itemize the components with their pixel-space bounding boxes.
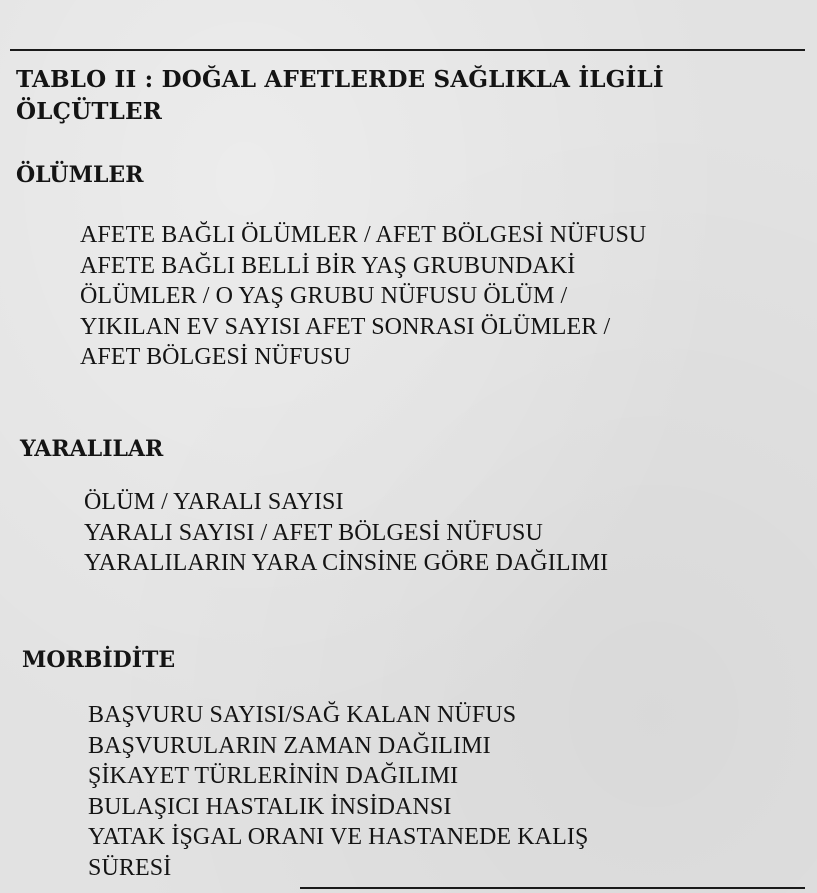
bottom-rule <box>300 887 805 889</box>
section-list-morbidite <box>88 700 588 883</box>
list-item: BAŞVURU SAYISI/SAĞ KALAN NÜFUS <box>88 702 517 728</box>
list-item: YATAK İŞGAL ORANI VE HASTANEDE KALIŞ <box>88 824 589 850</box>
list-item: AFETE BAĞLI ÖLÜMLER / AFET BÖLGESİ NÜFUSU <box>80 222 647 248</box>
list-item: BAŞVURULARIN ZAMAN DAĞILIMI <box>88 732 491 759</box>
section-heading-olumler: ÖLÜMLER <box>16 162 144 188</box>
list-item: ÖLÜMLER / O YAŞ GRUBU NÜFUSU ÖLÜM / <box>80 283 568 309</box>
section-list-olumler <box>80 220 646 373</box>
list-item: YARALI SAYISI / AFET BÖLGESİ NÜFUSU <box>84 519 543 546</box>
list-item: BULAŞICI HASTALIK İNSİDANSI <box>88 793 452 820</box>
section-heading-yaralilar: YARALILAR <box>20 436 164 462</box>
list-item: AFETE BAĞLI BELLİ BİR YAŞ GRUBUNDAKİ <box>80 252 576 279</box>
section-list-yaralilar <box>84 487 608 579</box>
top-rule <box>10 49 805 51</box>
list-item: YIKILAN EV SAYISI AFET SONRASI ÖLÜMLER / <box>80 313 611 340</box>
list-item: ŞİKAYET TÜRLERİNİN DAĞILIMI <box>88 763 459 789</box>
list-item: ÖLÜM / YARALI SAYISI <box>84 489 344 515</box>
table-title: TABLO II : DOĞAL AFETLERDE SAĞLIKLA İLGİLİ ÖLÇÜTLER <box>16 66 664 125</box>
list-item: YARALILARIN YARA CİNSİNE GÖRE DAĞILIMI <box>84 550 609 576</box>
list-item: AFET BÖLGESİ NÜFUSU <box>80 344 351 370</box>
section-heading-morbidite: MORBİDİTE <box>22 647 176 673</box>
list-item: SÜRESİ <box>88 854 172 881</box>
